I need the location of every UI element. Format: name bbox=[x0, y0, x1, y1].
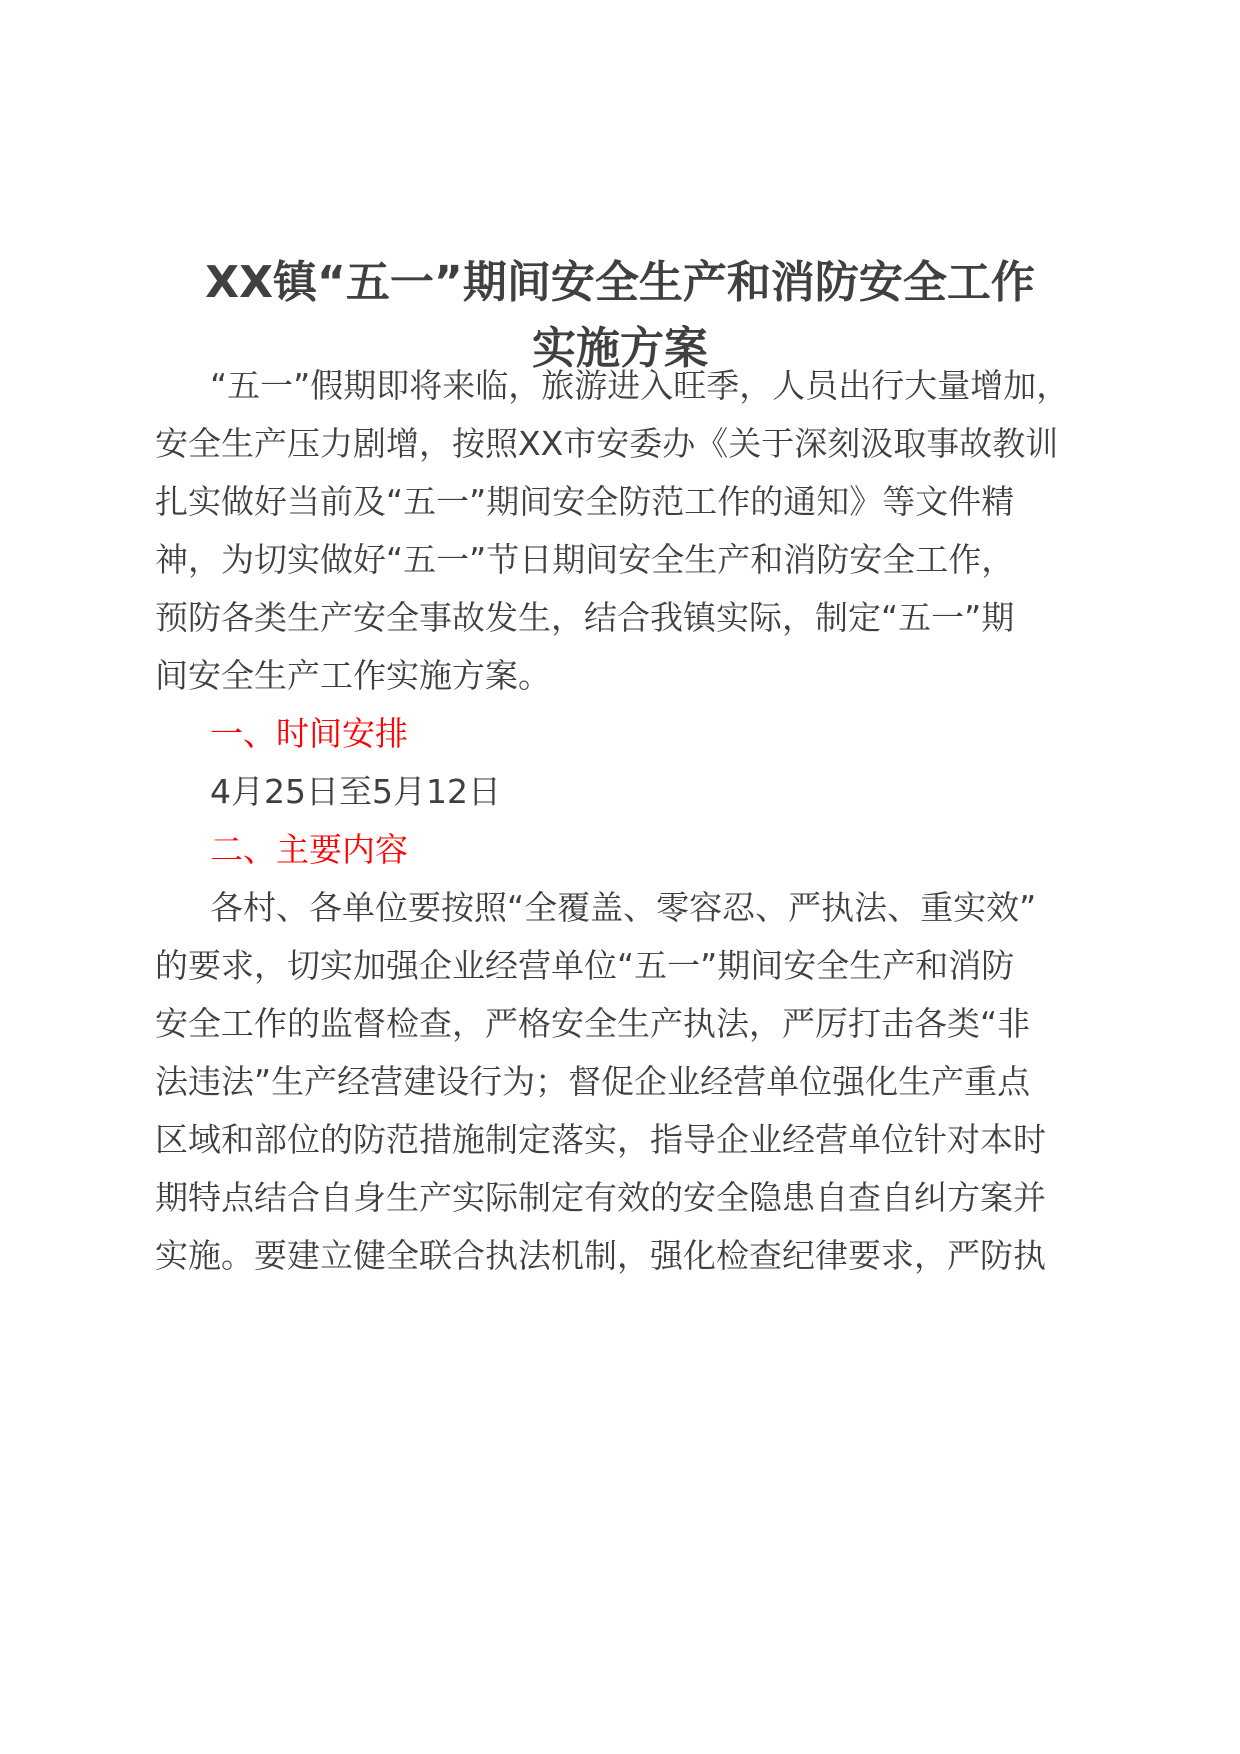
section-body-time: 4月25日至5月12日 bbox=[210, 772, 501, 811]
intro-line: 间安全生产工作实施方案。 bbox=[155, 656, 551, 695]
content-line: 的要求，切实加强企业经营单位“五一”期间安全生产和消防 bbox=[155, 946, 1015, 985]
section-heading-content: 二、主要内容 bbox=[210, 830, 408, 869]
intro-line: 扎实做好当前及“五一”期间安全防范工作的通知》等文件精 bbox=[155, 482, 1015, 521]
intro-line: “五一”假期即将来临，旅游进入旺季，人员出行大量增加， bbox=[210, 366, 1070, 405]
content-line: 法违法”生产经营建设行为；督促企业经营单位强化生产重点 bbox=[155, 1062, 1031, 1101]
intro-line: 神，为切实做好“五一”节日期间安全生产和消防安全工作， bbox=[155, 540, 1015, 579]
intro-line: 预防各类生产安全事故发生，结合我镇实际，制定“五一”期 bbox=[155, 598, 1015, 637]
intro-line: 安全生产压力剧增，按照XX市安委办《关于深刻汲取事故教训 bbox=[155, 424, 1059, 463]
content-line: 期特点结合自身生产实际制定有效的安全隐患自查自纠方案并 bbox=[155, 1178, 1046, 1217]
document-title-line-1: XX镇“五一”期间安全生产和消防安全工作 bbox=[205, 257, 1035, 308]
content-line: 安全工作的监督检查，严格安全生产执法，严厉打击各类“非 bbox=[155, 1004, 1031, 1043]
content-line: 各村、各单位要按照“全覆盖、零容忍、严执法、重实效” bbox=[210, 888, 1037, 927]
document-title-line-2: 实施方案 bbox=[532, 323, 708, 374]
content-line: 区域和部位的防范措施制定落实，指导企业经营单位针对本时 bbox=[155, 1120, 1046, 1159]
section-heading-time: 一、时间安排 bbox=[210, 714, 408, 753]
content-line: 实施。要建立健全联合执法机制，强化检查纪律要求，严防执 bbox=[155, 1236, 1046, 1275]
